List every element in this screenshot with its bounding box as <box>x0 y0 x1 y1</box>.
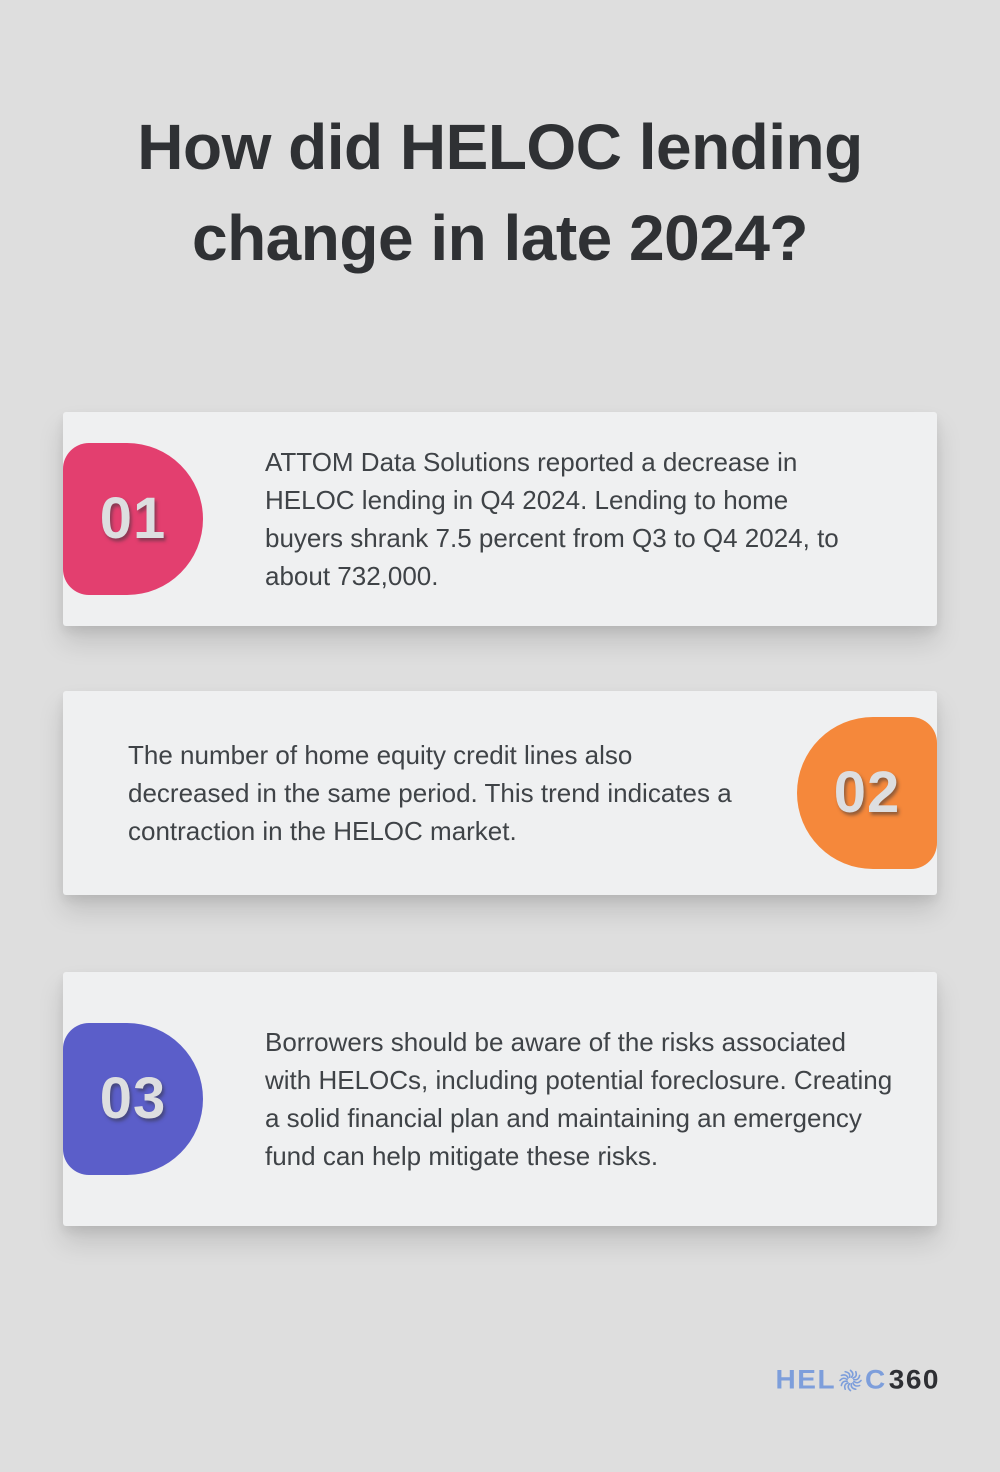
step-number-01: 01 <box>99 486 167 552</box>
footer <box>0 1364 1000 1396</box>
step-badge-03 <box>63 1023 203 1175</box>
swirl-o-icon <box>837 1367 864 1393</box>
fact-text-01: ATTOM Data Solutions reported a decrease in HELOC lending in Q4 2024. Lending to home buyers shrank 7.5 percent from Q3 to Q4 2024, to about 732,000. <box>265 446 839 591</box>
page-title-line-1: How did HELOC lending <box>137 111 863 183</box>
fact-card-3 <box>63 972 937 1226</box>
fact-text-02: The number of home equity credit lines also decreased in the same period. This trend indicates a contraction in the HELOC market. <box>128 739 732 846</box>
logo-after-o-letter: C <box>865 1364 887 1395</box>
fact-card-list <box>0 412 1000 1226</box>
logo-heloc-part <box>776 1364 887 1395</box>
step-number-03: 03 <box>99 1066 167 1132</box>
step-number-02: 02 <box>833 760 901 826</box>
step-badge-02 <box>797 717 937 869</box>
heloc360-logo <box>776 1364 940 1395</box>
step-badge-01 <box>63 443 203 595</box>
page-title-line-2: change in late 2024? <box>191 201 809 274</box>
logo-360-part: 360 <box>888 1364 940 1395</box>
page-title <box>0 0 1000 284</box>
fact-card-1 <box>63 412 937 626</box>
fact-card-2 <box>63 691 937 895</box>
fact-text-03: Borrowers should be aware of the risks associated with HELOCs, including potential foreclosure. Creating a solid financial plan and maintaining an emergency fund can help mitigate these risks. <box>265 1026 893 1171</box>
logo-prefix-letters: HEL <box>775 1364 837 1395</box>
